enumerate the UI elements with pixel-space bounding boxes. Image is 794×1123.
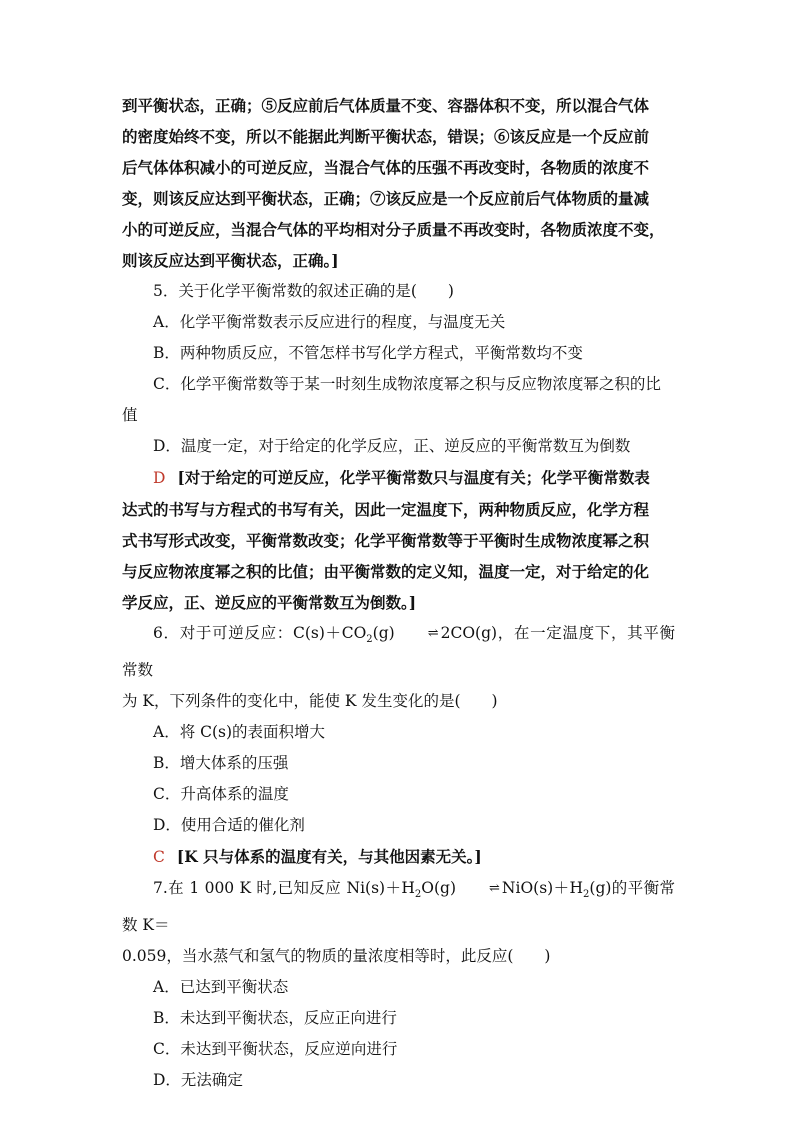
question-stem-continued: 为 K，下列条件的变化中，能使 K 发生变化的是( ) (122, 692, 498, 711)
explanation-line: 后气体体积减小的可逆反应，当混合气体的压强不再改变时，各物质的浓度不 (122, 158, 650, 177)
option-d: D．温度一定，对于给定的化学反应，正、逆反应的平衡常数互为倒数 (153, 437, 631, 455)
explanation-line: 与反应物浓度幂之积的比值；由平衡常数的定义知，温度一定，对于给定的化 (122, 562, 650, 581)
option-c-continued: 值 (122, 406, 138, 424)
option-d: D．使用合适的催化剂 (153, 816, 305, 835)
question-stem-continued: 0.059，当水蒸气和氢气的物质的量浓度相等时，此反应( ) (122, 947, 551, 966)
option-d: D．无法确定 (153, 1071, 243, 1090)
option-c: C．升高体系的温度 (153, 785, 289, 804)
option-a: A．化学平衡常数表示反应进行的程度，与温度无关 (153, 313, 506, 331)
question-stem (122, 618, 675, 686)
answer-explanation: [对于给定的可逆反应，化学平衡常数只与温度有关；化学平衡常数表 (177, 468, 650, 487)
subscript: 2 (583, 889, 590, 901)
explanation-line: 到平衡状态，正确；⑤反应前后气体质量不变、容器体积不变，所以混合气体 (122, 96, 650, 115)
explanation-line: 则该反应达到平衡状态，正确。] (122, 251, 339, 270)
question-5 (122, 276, 675, 618)
question-7 (122, 873, 675, 1096)
option-b: B．未达到平衡状态，反应正向进行 (153, 1009, 397, 1028)
answer-line (122, 841, 675, 873)
equilibrium-arrow-icon: ⇌ (489, 881, 500, 897)
option-a: A．将 C(s)的表面积增大 (153, 723, 326, 742)
explanation-line: 的密度始终不变，所以不能据此判断平衡状态，错误；⑥该反应是一个反应前 (122, 127, 650, 146)
document-page (122, 90, 675, 1096)
subscript: 2 (366, 634, 373, 646)
explanation-line: 达式的书写与方程式的书写有关，因此一定温度下，两种物质反应，化学方程 (122, 500, 650, 519)
equilibrium-arrow-icon: ⇌ (427, 626, 439, 641)
previous-explanation (122, 90, 675, 276)
explanation-line: 小的可逆反应，当混合气体的平均相对分子质量不再改变时，各物质浓度不变， (122, 220, 665, 239)
stem-text: 2CO(g)，在一定温度下，其平衡常数 (122, 624, 676, 680)
stem-text: NiO(s)＋H (501, 879, 584, 898)
stem-text: (g) (372, 624, 395, 642)
subscript: 2 (414, 889, 422, 901)
stem-text: (g)的平衡常数 K＝ (122, 879, 675, 935)
stem-text: 6．对于可逆反应：C(s)＋CO (153, 624, 367, 642)
option-b: B．增大体系的压强 (153, 754, 289, 773)
answer-letter: D (153, 469, 166, 487)
option-b: B．两种物质反应，不管怎样书写化学方程式，平衡常数均不变 (153, 344, 583, 362)
explanation-line: 学反应，正、逆反应的平衡常数互为倒数。] (122, 593, 417, 612)
answer-line (122, 462, 675, 494)
question-stem: 5．关于化学平衡常数的叙述正确的是( ) (153, 282, 454, 300)
answer-explanation: [K 只与体系的温度有关，与其他因素无关。] (176, 847, 482, 867)
option-c: C．未达到平衡状态，反应逆向进行 (153, 1040, 398, 1059)
option-c: C．化学平衡常数等于某一时刻生成物浓度幂之积与反应物浓度幂之积的比 (153, 375, 661, 393)
question-6 (122, 618, 675, 873)
stem-text: O(g) (421, 879, 457, 898)
stem-text: 7.在 1 000 K 时,已知反应 Ni(s)＋H (153, 879, 415, 898)
explanation-line: 式书写形式改变，平衡常数改变；化学平衡常数等于平衡时生成物浓度幂之积 (122, 531, 650, 550)
question-stem (122, 873, 675, 941)
option-a: A．已达到平衡状态 (153, 978, 289, 997)
answer-letter: C (153, 848, 165, 867)
explanation-line: 变，则该反应达到平衡状态，正确；⑦该反应是一个反应前后气体物质的量减 (122, 189, 650, 208)
